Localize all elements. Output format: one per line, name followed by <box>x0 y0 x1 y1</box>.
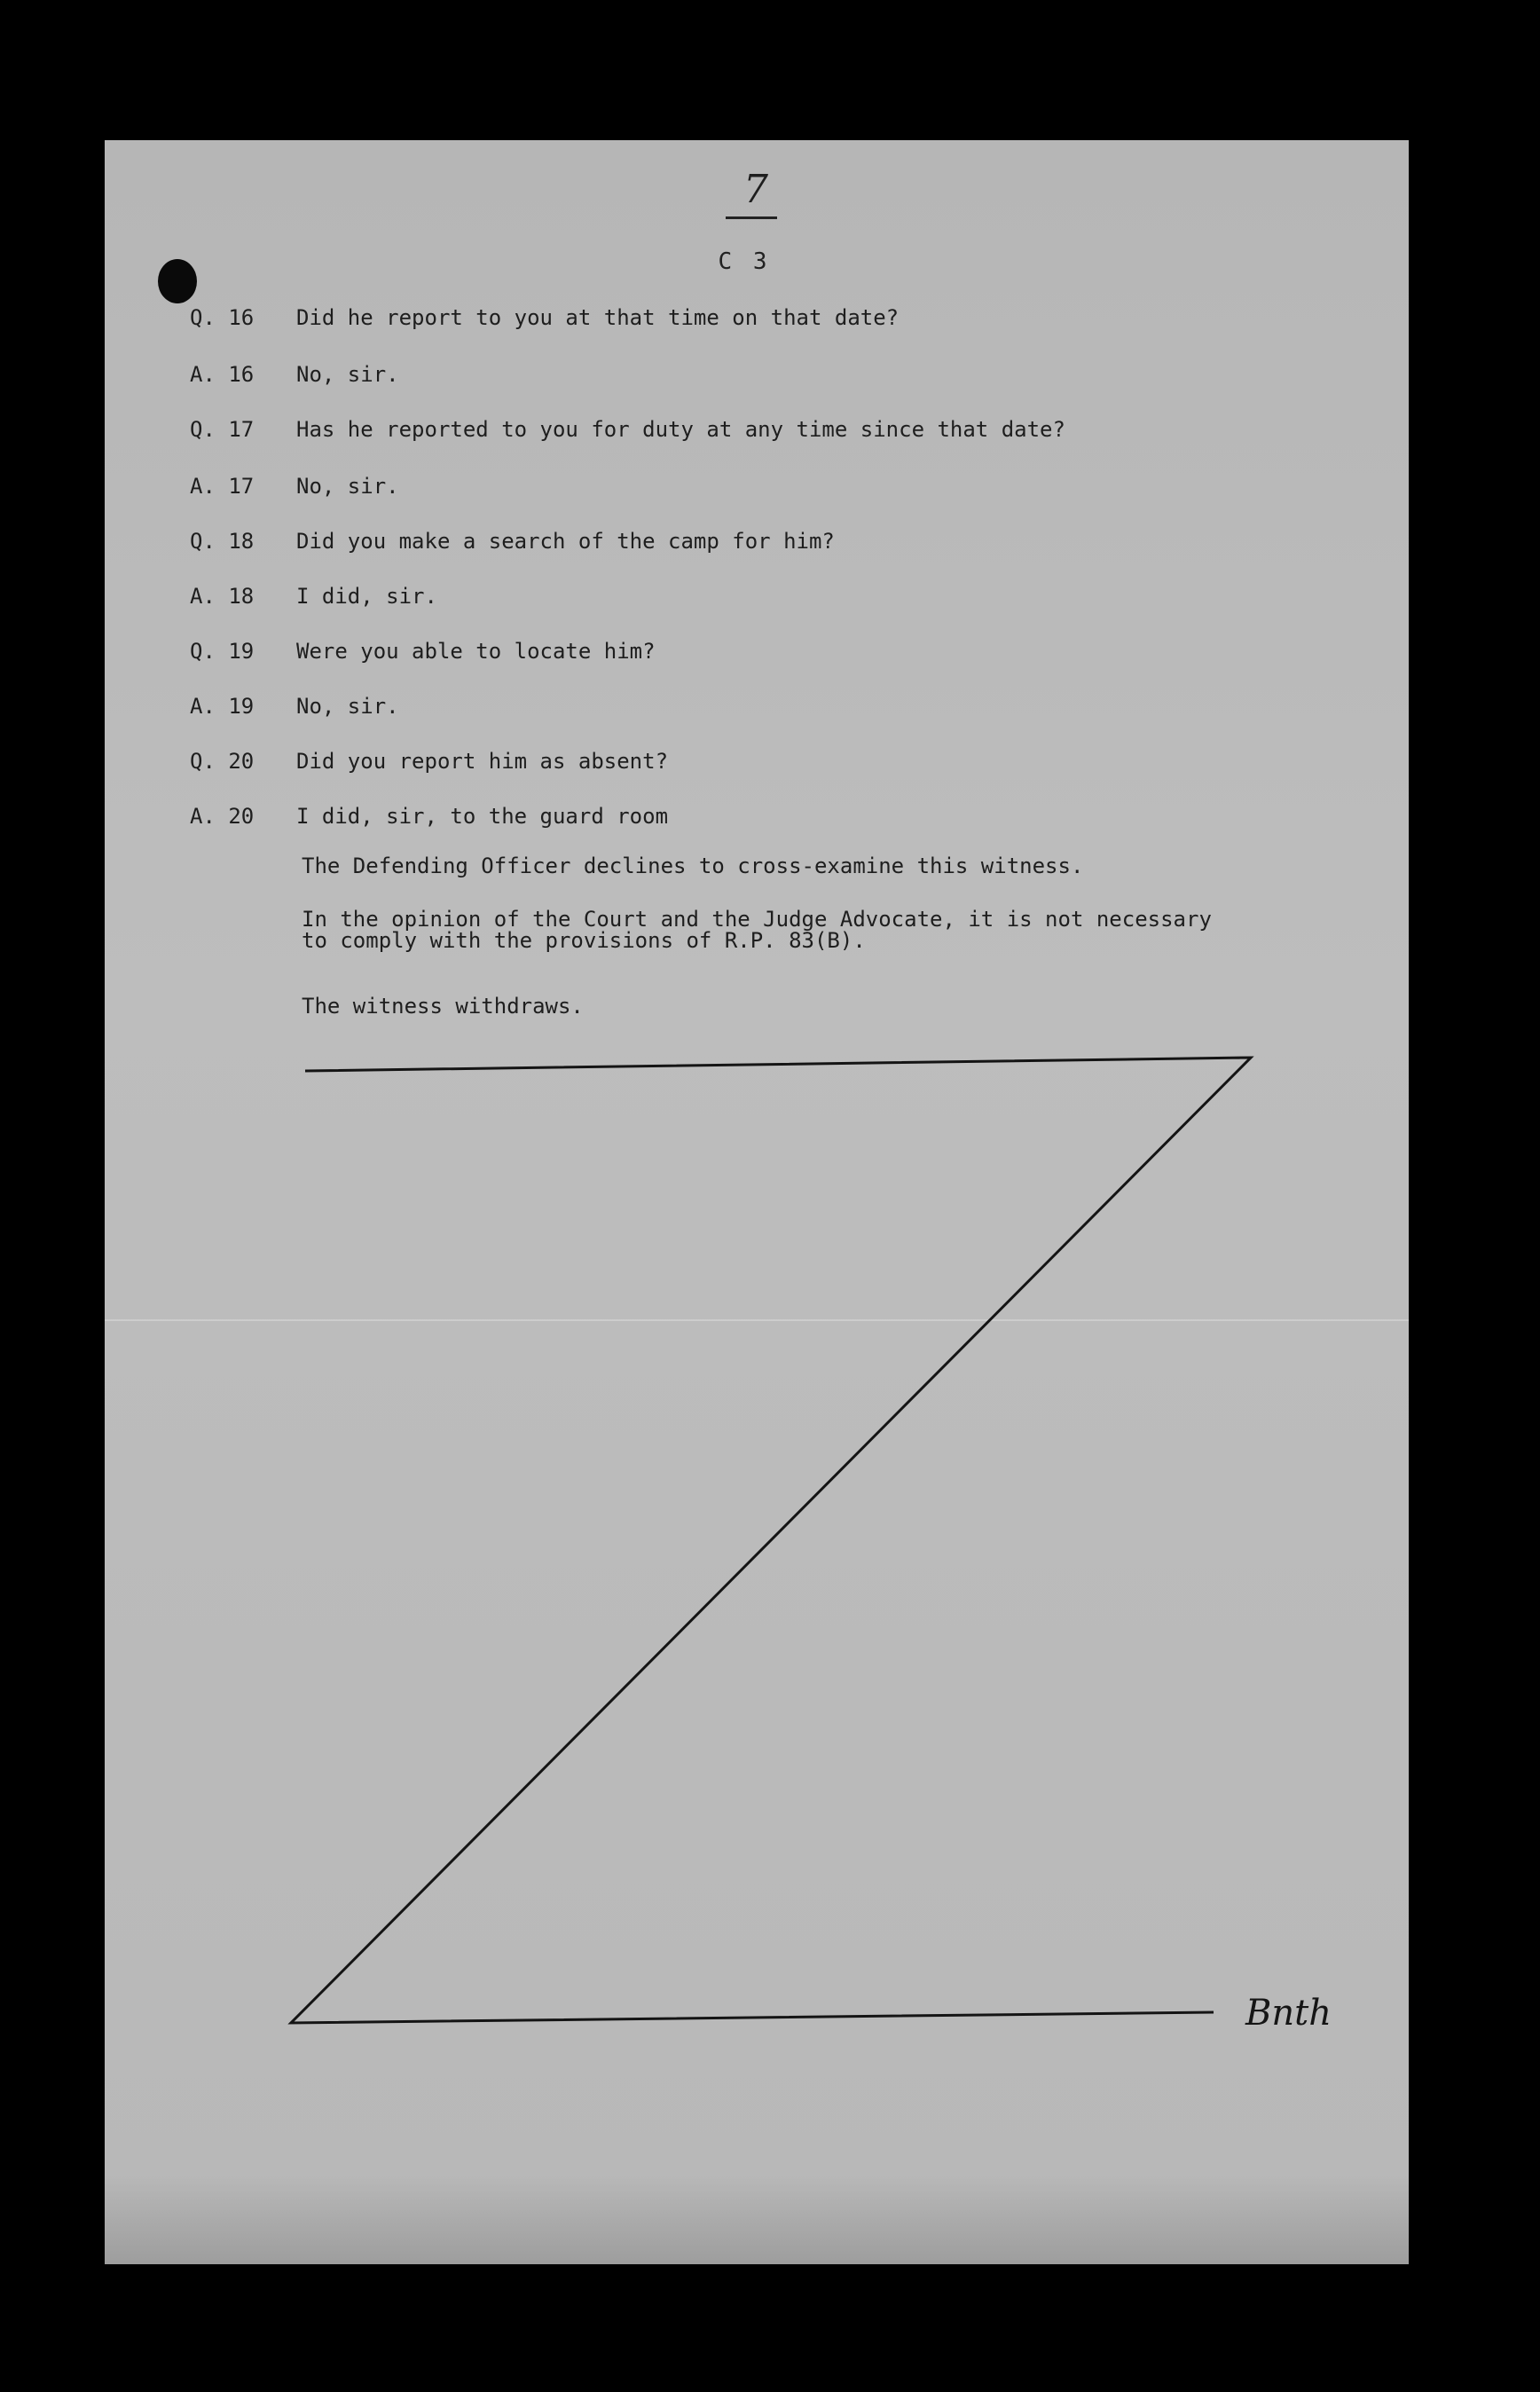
document-page <box>105 140 1409 2264</box>
statement-witness-withdraws: The witness withdraws. <box>302 994 584 1019</box>
qa-row <box>190 474 1299 504</box>
handwritten-initials: Bnth <box>1245 1993 1332 2034</box>
qa-label: A. 18 <box>190 584 255 609</box>
qa-label: A. 20 <box>190 804 255 829</box>
qa-row <box>190 584 1299 614</box>
page-edge-shadow <box>105 2174 1409 2264</box>
qa-label: A. 17 <box>190 474 255 499</box>
qa-row <box>190 639 1299 669</box>
qa-label: A. 16 <box>190 362 255 387</box>
qa-row <box>190 694 1299 724</box>
qa-row <box>190 749 1299 779</box>
statement-court-opinion: In the opinion of the Court and the Judge Advocate, it is not necessary to comply with the provisions of R.P. 83(B). <box>302 907 1212 953</box>
qa-label: Q. 20 <box>190 749 255 774</box>
punch-hole <box>158 259 197 303</box>
page-number-underline <box>726 216 777 219</box>
qa-row <box>190 529 1299 559</box>
qa-text: No, sir. <box>296 474 399 499</box>
qa-text: I did, sir, to the guard room <box>296 804 669 829</box>
qa-row <box>190 804 1299 834</box>
qa-label: Q. 16 <box>190 305 255 330</box>
qa-text: Did you make a search of the camp for him? <box>296 529 835 554</box>
qa-row <box>190 417 1299 447</box>
qa-text: Did he report to you at that time on that date? <box>296 305 900 330</box>
qa-label: Q. 19 <box>190 639 255 664</box>
qa-text: Has he reported to you for duty at any time since that date? <box>296 417 1065 442</box>
qa-text: No, sir. <box>296 362 399 387</box>
qa-label: Q. 17 <box>190 417 255 442</box>
qa-label: A. 19 <box>190 694 255 719</box>
qa-text: I did, sir. <box>296 584 437 609</box>
fold-line <box>105 1319 1409 1321</box>
page-number: 7 <box>743 167 768 212</box>
qa-row <box>190 305 1299 335</box>
qa-label: Q. 18 <box>190 529 255 554</box>
statement-defence-declines: The Defending Officer declines to cross-examine this witness. <box>302 854 1084 878</box>
section-code: C 3 <box>718 248 771 275</box>
qa-text: No, sir. <box>296 694 399 719</box>
qa-text: Were you able to locate him? <box>296 639 656 664</box>
qa-row <box>190 362 1299 392</box>
qa-text: Did you report him as absent? <box>296 749 669 774</box>
